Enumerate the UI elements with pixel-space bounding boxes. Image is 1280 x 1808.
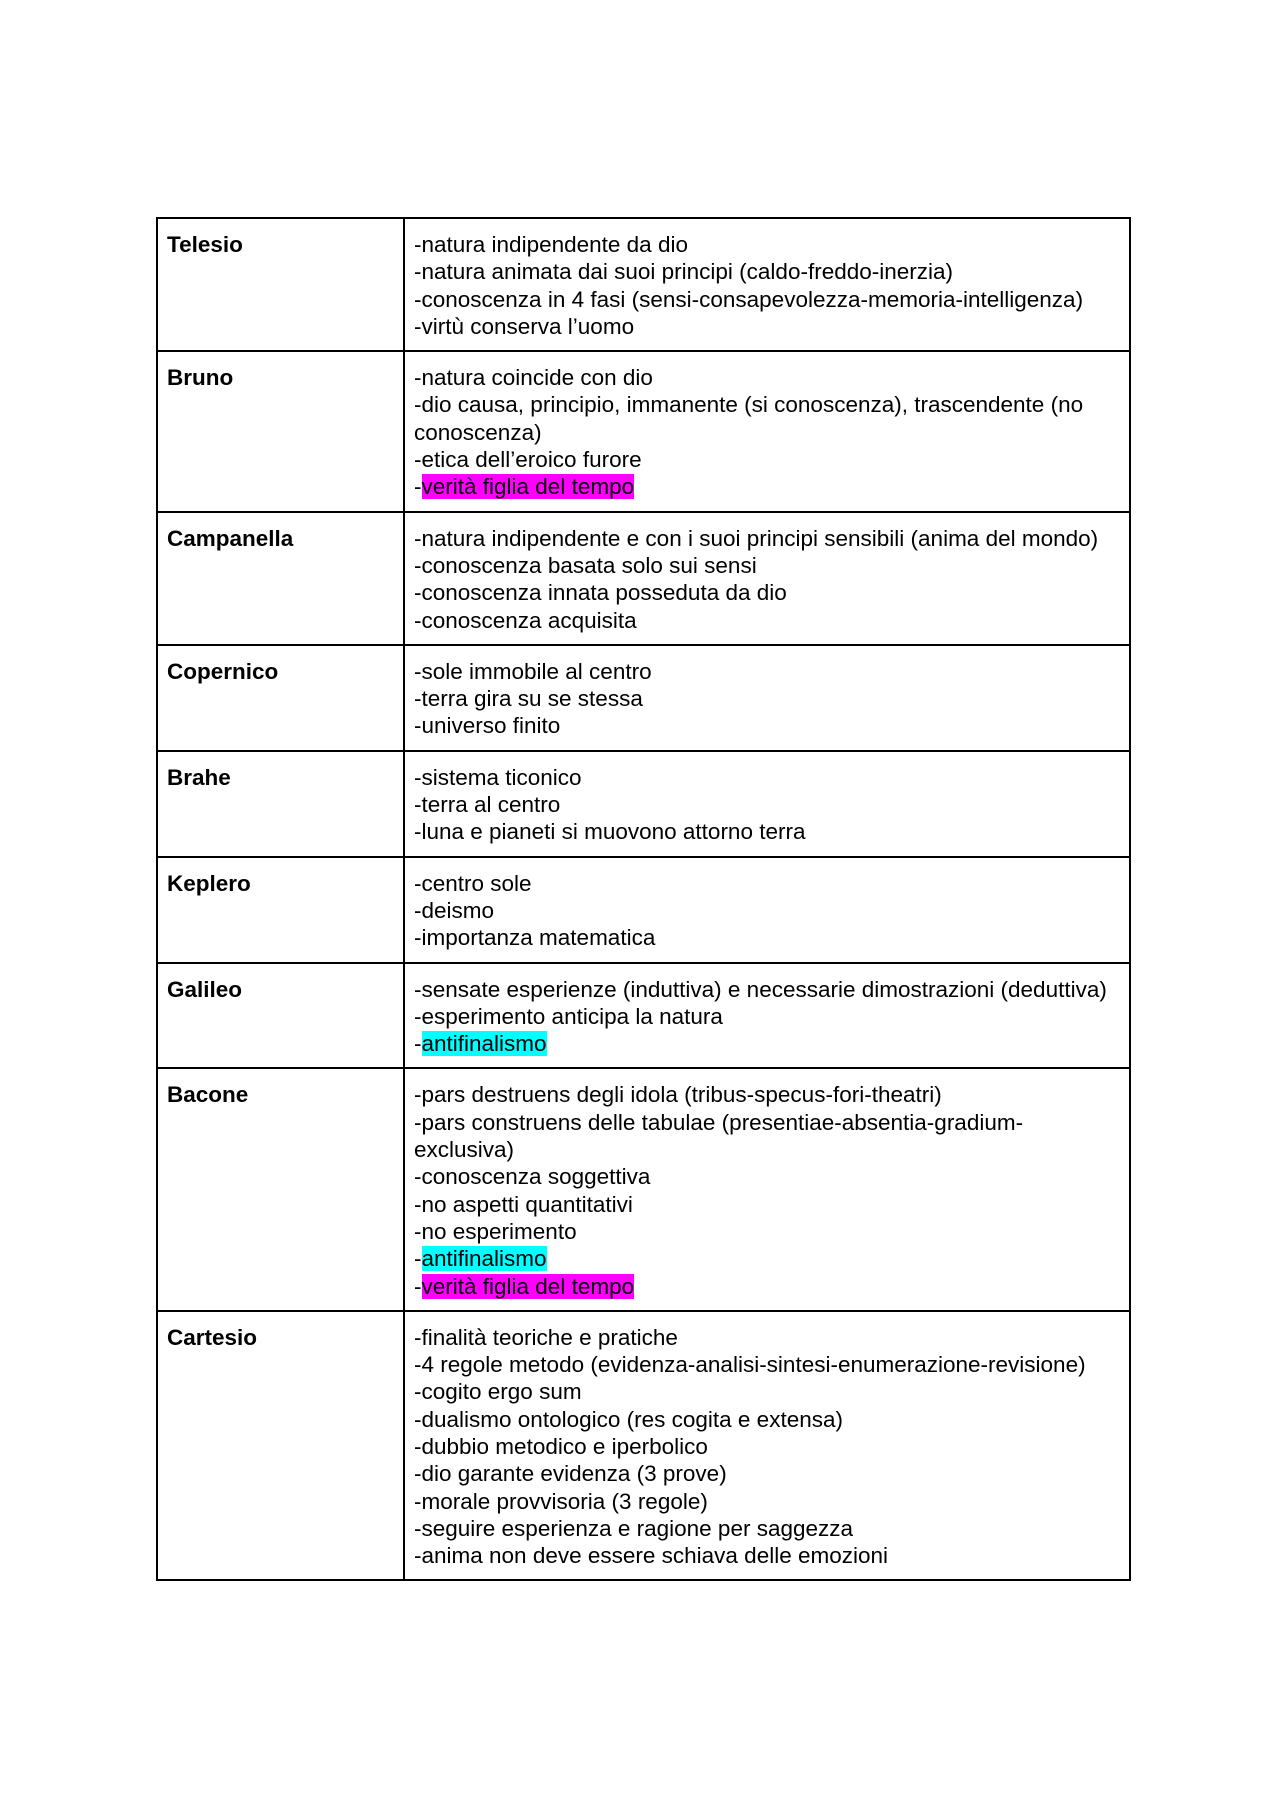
note-prefix: -: [414, 1273, 422, 1299]
note-line: -conoscenza acquisita: [414, 607, 637, 633]
table-row: [157, 1068, 1130, 1310]
note-prefix: -: [414, 1246, 422, 1272]
notes-cell: [404, 1311, 1130, 1581]
note-line: -sensate esperienze (induttiva) e necessarie dimostrazioni (deduttiva): [414, 976, 1107, 1002]
note-line: -4 regole metodo (evidenza-analisi-sintesi-enumerazione-revisione): [414, 1352, 1086, 1378]
notes-cell: [404, 963, 1130, 1069]
note-line: -no aspetti quantitativi: [414, 1191, 633, 1217]
note-line: -natura indipendente da dio: [414, 232, 688, 257]
table-row: [157, 218, 1130, 351]
highlighted-note-line: [414, 473, 1120, 500]
table-row: [157, 351, 1130, 511]
highlighted-text: antifinalismo: [421, 1031, 547, 1057]
philosopher-name: Bacone: [157, 1068, 404, 1310]
note-prefix: -: [414, 474, 422, 500]
notes-cell: [404, 1068, 1130, 1310]
notes-cell: [404, 645, 1130, 751]
note-line: -luna e pianeti si muovono attorno terra: [414, 819, 806, 845]
note-line: -pars destruens degli idola (tribus-specus-fori-theatri): [414, 1082, 942, 1108]
note-line: -natura coincide con dio: [414, 365, 653, 391]
note-line: -deismo: [414, 897, 495, 923]
highlighted-text: antifinalismo: [421, 1246, 547, 1272]
note-line: -sole immobile al centro: [414, 658, 652, 684]
notes-cell: [404, 218, 1130, 351]
philosopher-name: Campanella: [157, 512, 404, 645]
table-row: [157, 1311, 1130, 1581]
note-line: -dio causa, principio, immanente (si conoscenza), trascendente (no conoscenza): [414, 392, 1084, 445]
note-line: -dualismo ontologico (res cogita e extensa): [414, 1406, 843, 1432]
note-line: -conoscenza soggettiva: [414, 1164, 651, 1190]
note-line: -conoscenza in 4 fasi (sensi-consapevolezza-memoria-intelligenza): [414, 286, 1084, 312]
note-line: -etica dell’eroico furore: [414, 447, 642, 473]
note-line: -terra gira su se stessa: [414, 686, 643, 712]
note-line: -morale provvisoria (3 regole): [414, 1488, 708, 1514]
note-line: -dubbio metodico e iperbolico: [414, 1433, 708, 1459]
notes-cell: [404, 351, 1130, 511]
philosopher-name: Brahe: [157, 751, 404, 857]
table-row: [157, 751, 1130, 857]
note-line: -centro sole: [414, 870, 532, 896]
philosophers-table: [156, 217, 1131, 1581]
philosopher-name: Cartesio: [157, 1311, 404, 1581]
note-line: -universo finito: [414, 713, 561, 739]
highlighted-text: verità figlia del tempo: [421, 1273, 635, 1299]
philosopher-name: Copernico: [157, 645, 404, 751]
highlighted-note-line: [414, 1273, 1120, 1300]
highlighted-text: verità figlia del tempo: [421, 474, 635, 500]
table-body: [157, 218, 1130, 1580]
highlighted-note-line: [414, 1245, 1120, 1272]
highlighted-note-line: [414, 1030, 1120, 1057]
note-line: -no esperimento: [414, 1218, 577, 1244]
table-row: [157, 645, 1130, 751]
note-prefix: -: [414, 1031, 422, 1057]
philosopher-name: Galileo: [157, 963, 404, 1069]
table-row: [157, 512, 1130, 645]
note-line: -pars construens delle tabulae (presentiae-absentia-gradium-exclusiva): [414, 1109, 1024, 1163]
note-line: -virtù conserva l’uomo: [414, 313, 635, 339]
note-line: -natura animata dai suoi principi (caldo-freddo-inerzia): [414, 259, 954, 285]
notes-cell: [404, 512, 1130, 645]
note-line: -importanza matematica: [414, 925, 656, 951]
note-line: -esperimento anticipa la natura: [414, 1003, 723, 1029]
note-line: -sistema ticonico: [414, 764, 582, 790]
note-line: -conoscenza innata posseduta da dio: [414, 580, 787, 606]
table-row: [157, 857, 1130, 963]
table-row: [157, 963, 1130, 1069]
philosopher-name: Keplero: [157, 857, 404, 963]
note-line: -anima non deve essere schiava delle emozioni: [414, 1543, 889, 1569]
philosopher-name: Bruno: [157, 351, 404, 511]
note-line: -conoscenza basata solo sui sensi: [414, 552, 757, 578]
note-line: -terra al centro: [414, 792, 561, 818]
note-line: -dio garante evidenza (3 prove): [414, 1461, 727, 1487]
note-line: -seguire esperienza e ragione per saggezza: [414, 1515, 854, 1541]
note-line: -cogito ergo sum: [414, 1379, 582, 1405]
notes-cell: [404, 857, 1130, 963]
notes-cell: [404, 751, 1130, 857]
note-line: -natura indipendente e con i suoi principi sensibili (anima del mondo): [414, 525, 1099, 551]
philosopher-name: Telesio: [157, 218, 404, 351]
note-line: -finalità teoriche e pratiche: [414, 1324, 678, 1350]
